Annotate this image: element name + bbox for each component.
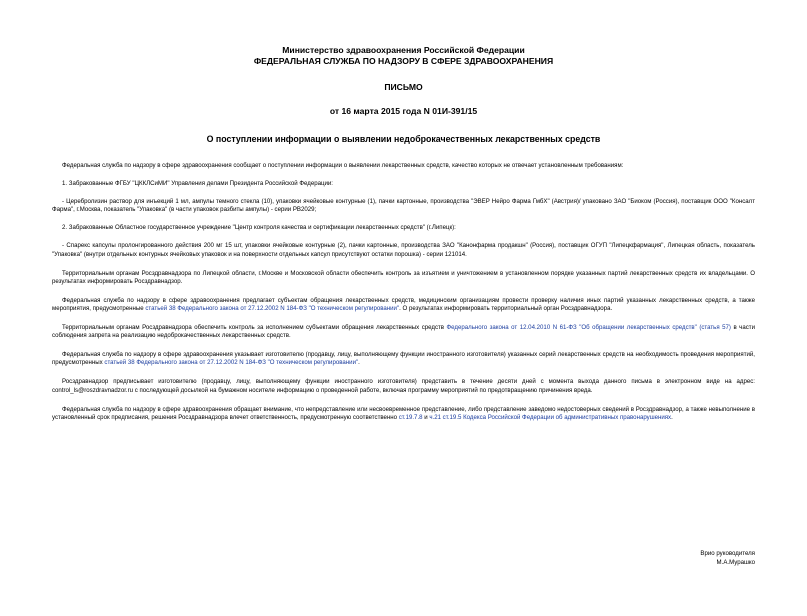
article-57-link[interactable]: (статья 57): [699, 324, 731, 332]
article-19-7-8-link[interactable]: ст.19.7.8: [398, 413, 423, 421]
paragraph-prescription: Росздравнадзор предписывает изготовителю (продавцу, лицу, выполняющему функции иностранного изготовителя) представить в течение десяти дней с момента выхода данного письма в электронном виде на адрес: control_ls@roszdravnadzor.ru с последующей досылкой на бумажном носителе информацию о проведенной работе, включая программу мероприятий по предотвращению причинения вреда.: [52, 378, 755, 394]
signature-block: [700, 550, 755, 567]
paragraph-manufacturer-notice: [52, 351, 755, 367]
document-body: [52, 162, 755, 422]
document-page: [0, 45, 807, 616]
text: Федеральная служба по надзору в сфере здравоохранения указывает изготовителю (продавцу, лицу, выполняющему функции иностранного изготовителя) указанных серий лекарственных средств на необходимость проведения мероприятий, предусмотренных: [52, 351, 755, 367]
signatory-name: М.А.Мурашко: [716, 558, 755, 566]
document-date-number: от 16 марта 2015 года N 01И-391/15: [329, 106, 478, 116]
paragraph-inspection-offer: [52, 297, 755, 313]
ministry-name: Министерство здравоохранения Российской Федерации: [282, 45, 525, 55]
paragraph-ban-control: [52, 324, 755, 340]
text: .: [671, 413, 673, 421]
text: . О результатах информировать территориальный орган Росздравнадзора.: [399, 304, 613, 312]
text: и: [422, 413, 430, 421]
koap-19-5-link[interactable]: ч.21 ст.19.5 Кодекса Российской Федерации об административных правонарушениях: [429, 413, 672, 421]
document-subject: О поступлении информации о выявлении недоброкачественных лекарственных средств: [206, 134, 601, 144]
text: Федеральная служба по надзору в сфере здравоохранения предлагает субъектам обращения лекарственных средств, медицинским организациям провести проверку наличия иных партий указанных лекарственных средств, а также мероприятия, предусмотренные: [52, 296, 755, 312]
paragraph-territorial-control: Территориальным органам Росздравнадзора по Липецкой области, г.Москве и Московской области обеспечить контроль за изъятием и уничтожением в установленном порядке указанных партий лекарственных средств их владельцами. О результатах информировать Росздравнадзор.: [52, 269, 755, 285]
text: Федеральная служба по надзору в сфере здравоохранения обращает внимание, что непредставление или несвоевременное представление, либо представление заведомо недостоверных сведений в Росздравнадзор, а также невыполнение в установленный срок предписания, решения Росздравнадзора влечет ответственность, предусмотренную соответственно: [52, 405, 755, 421]
service-name: ФЕДЕРАЛЬНАЯ СЛУЖБА ПО НАДЗОРУ В СФЕРЕ ЗДРАВООХРАНЕНИЯ: [253, 56, 554, 66]
paragraph-intro: Федеральная служба по надзору в сфере здравоохранения сообщает о поступлении информации о выявлении лекарственных средств, качество которых не отвечает установленным требованиям:: [62, 162, 624, 169]
document-type: ПИСЬМО: [384, 82, 423, 92]
paragraph-item-2-detail: - Спарекс капсулы пролонгированного действия 200 мг 15 шт, упаковки ячейковые контурные (2), пачки картонные, производства ЗАО "Канонфарма продакшн" (Россия), поставщик ОГУП "Липецкфармация", Липецкая область, показатель "Упаковка" (внутри отдельных контурных ячейковых упаковок и на поверхности отдельных капсул присутствуют остатки порошка) - серии 121014.: [52, 242, 755, 258]
text: .: [358, 359, 360, 367]
text: в части соблюдения запрета на реализацию недоброкачественных лекарственных средств.: [52, 324, 755, 340]
paragraph-item-2: 2. Забракованные Областное государственное учреждение "Центр контроля качества и сертификации лекарственных средств" (г.Липецк):: [62, 224, 456, 232]
law-184-link-2[interactable]: статьей 38 Федерального закона от 27.12.2002 N 184-ФЗ "О техническом регулировании": [104, 359, 359, 367]
signatory-position: Врио руководителя: [700, 550, 755, 557]
paragraph-item-1-detail: - Церебролизин раствор для инъекций 1 мл, ампулы темного стекла (10), упаковки ячейковые контурные (1), пачки картонные, производства "ЭВЕР Нейро Фарма ГмбХ" (Австрия)/ упаковано ЗАО "Биоком (Россия), поставщик ООО "Консалт Фарма", г.Москва, показатель "Упаковка" (в части упаковок разбиты ампулы) - серии PB2029;: [52, 198, 755, 214]
paragraph-liability: [52, 406, 755, 422]
law-61-link[interactable]: Федерального закона от 12.04.2010 N 61-ФЗ "Об обращении лекарственных средств": [446, 324, 697, 332]
text: Территориальным органам Росздравнадзора обеспечить контроль за исполнением субъектами обращения лекарственных средств: [62, 324, 447, 332]
law-184-link[interactable]: статьей 38 Федерального закона от 27.12.2002 N 184-ФЗ "О техническом регулировании": [145, 304, 400, 312]
paragraph-item-1: 1. Забракованные ФГБУ "ЦККЛСиМИ" Управления делами Президента Российской Федерации:: [62, 180, 333, 188]
